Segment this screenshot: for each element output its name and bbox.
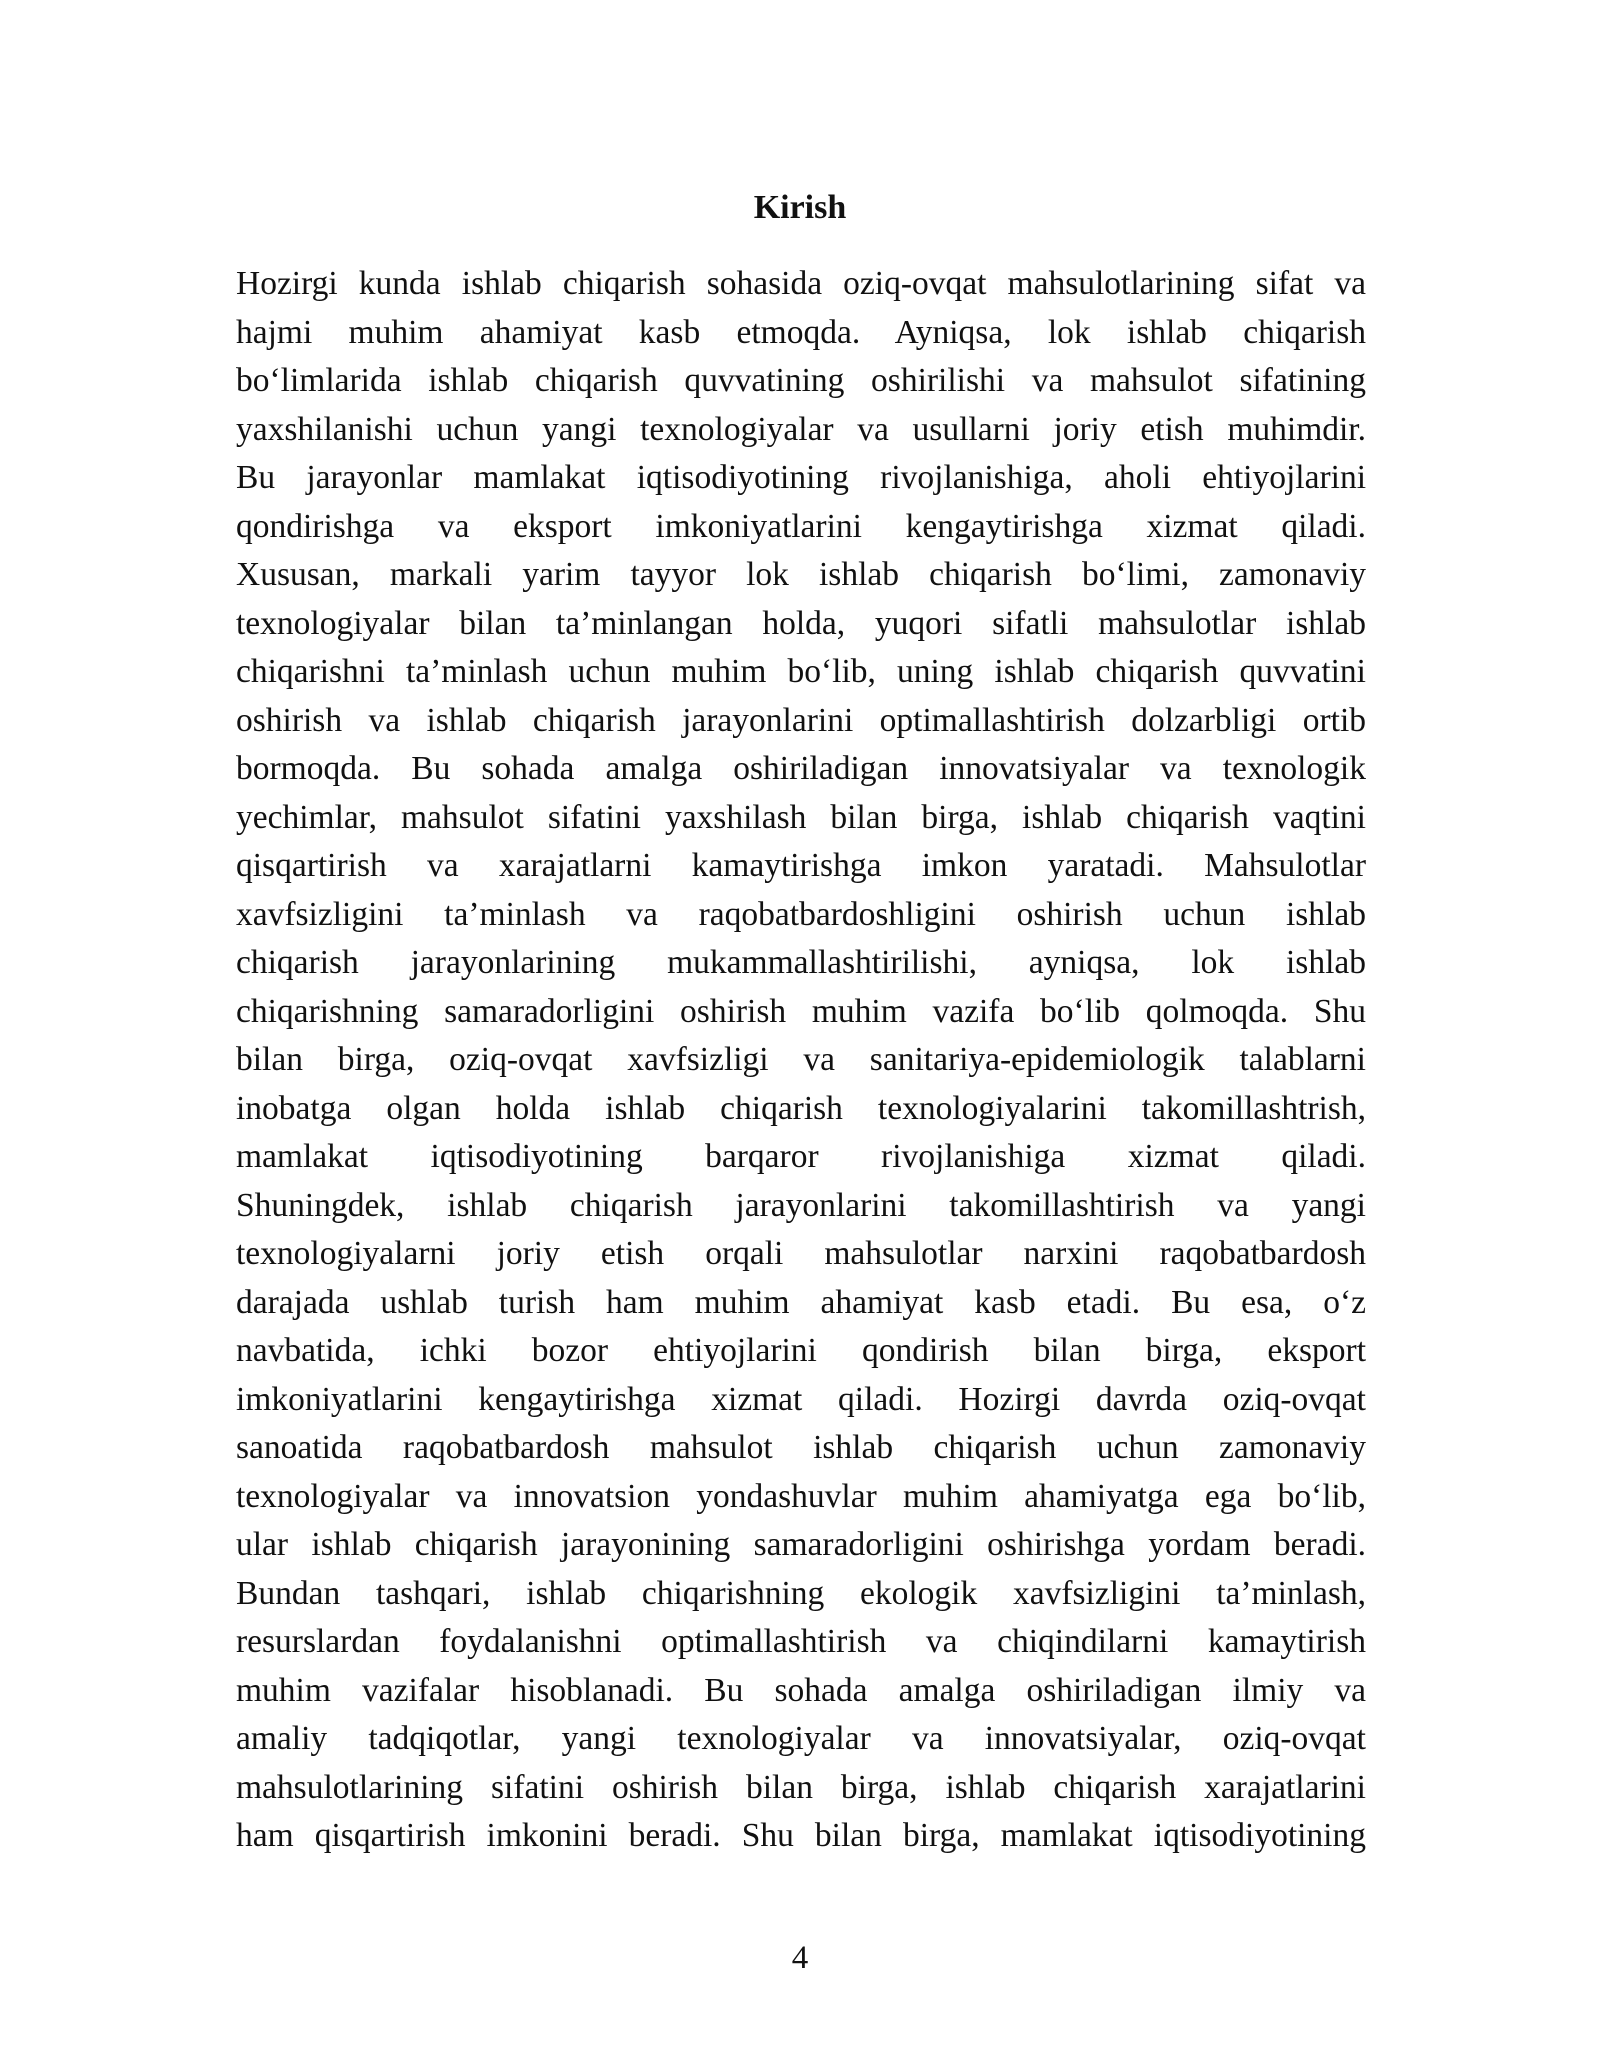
text-line: muhim vazifalar hisoblanadi. Bu sohada amalga oshiriladigan ilmiy va	[236, 1671, 1366, 1709]
text-line: yaxshilanishi uchun yangi texnologiyalar va usullarni joriy etish muhimdir.	[236, 410, 1366, 448]
text-line: bormoqda. Bu sohada amalga oshiriladigan innovatsiyalar va texnologik	[236, 750, 1366, 787]
page-heading: Kirish	[753, 189, 847, 226]
text-line: resurslardan foydalanishni optimallashtirish va chiqindilarni kamaytirish	[236, 1623, 1366, 1660]
text-line: Xususan, markali yarim tayyor lok ishlab chiqarish bo‘limi, zamonaviy	[236, 556, 1366, 593]
text-line: xavfsizligini ta’minlash va raqobatbardoshligini oshirish uchun ishlab	[236, 895, 1366, 933]
text-line: texnologiyalar bilan ta’minlangan holda, yuqori sifatli mahsulotlar ishlab	[236, 604, 1366, 642]
text-line: darajada ushlab turish ham muhim ahamiyat kasb etadi. Bu esa, o‘z	[236, 1283, 1366, 1321]
body-paragraph	[236, 260, 1366, 1861]
text-line: mamlakat iqtisodiyotining barqaror rivojlanishiga xizmat qiladi.	[236, 1138, 1366, 1175]
text-line: yechimlar, mahsulot sifatini yaxshilash bilan birga, ishlab chiqarish vaqtini	[236, 798, 1366, 836]
text-line: Hozirgi kunda ishlab chiqarish sohasida oziq-ovqat mahsulotlarining sifat va	[236, 265, 1366, 302]
text-line: mahsulotlarining sifatini oshirish bilan birga, ishlab chiqarish xarajatlarini	[236, 1768, 1366, 1806]
text-line: sanoatida raqobatbardosh mahsulot ishlab chiqarish uchun zamonaviy	[236, 1429, 1366, 1466]
text-line: Bu jarayonlar mamlakat iqtisodiyotining rivojlanishiga, aholi ehtiyojlarini	[236, 459, 1366, 496]
text-line: bilan birga, oziq-ovqat xavfsizligi va sanitariya-epidemiologik talablarni	[236, 1041, 1366, 1078]
text-line: amaliy tadqiqotlar, yangi texnologiyalar va innovatsiyalar, oziq-ovqat	[236, 1720, 1366, 1757]
text-line: ham qisqartirish imkonini beradi. Shu bilan birga, mamlakat iqtisodiyotining	[236, 1817, 1366, 1854]
text-line: qisqartirish va xarajatlarni kamaytirishga imkon yaratadi. Mahsulotlar	[236, 847, 1366, 884]
text-line: Shuningdek, ishlab chiqarish jarayonlarini takomillashtirish va yangi	[236, 1186, 1366, 1224]
text-line: bo‘limlarida ishlab chiqarish quvvatining oshirilishi va mahsulot sifatining	[236, 362, 1366, 399]
text-line: navbatida, ichki bozor ehtiyojlarini qondirish bilan birga, eksport	[236, 1332, 1366, 1369]
text-line: chiqarishni ta’minlash uchun muhim bo‘lib, uning ishlab chiqarish quvvatini	[236, 653, 1366, 690]
text-line: imkoniyatlarini kengaytirishga xizmat qiladi. Hozirgi davrda oziq-ovqat	[236, 1380, 1366, 1418]
text-line: qondirishga va eksport imkoniyatlarini kengaytirishga xizmat qiladi.	[236, 507, 1366, 545]
text-line: chiqarish jarayonlarining mukammallashtirilishi, ayniqsa, lok ishlab	[236, 944, 1366, 981]
text-line: inobatga olgan holda ishlab chiqarish texnologiyalarini takomillashtrish,	[236, 1089, 1366, 1127]
page-number: 4	[791, 1940, 809, 1976]
text-line: hajmi muhim ahamiyat kasb etmoqda. Ayniqsa, lok ishlab chiqarish	[236, 313, 1366, 351]
text-line: texnologiyalarni joriy etish orqali mahsulotlar narxini raqobatbardosh	[236, 1235, 1366, 1272]
text-line: chiqarishning samaradorligini oshirish muhim vazifa bo‘lib qolmoqda. Shu	[236, 992, 1366, 1030]
text-line: Bundan tashqari, ishlab chiqarishning ekologik xavfsizligini ta’minlash,	[236, 1574, 1366, 1612]
text-line: oshirish va ishlab chiqarish jarayonlarini optimallashtirish dolzarbligi ortib	[236, 701, 1366, 739]
text-line: ular ishlab chiqarish jarayonining samaradorligini oshirishga yordam beradi.	[236, 1526, 1366, 1563]
text-line: texnologiyalar va innovatsion yondashuvlar muhim ahamiyatga ega bo‘lib,	[236, 1477, 1366, 1515]
